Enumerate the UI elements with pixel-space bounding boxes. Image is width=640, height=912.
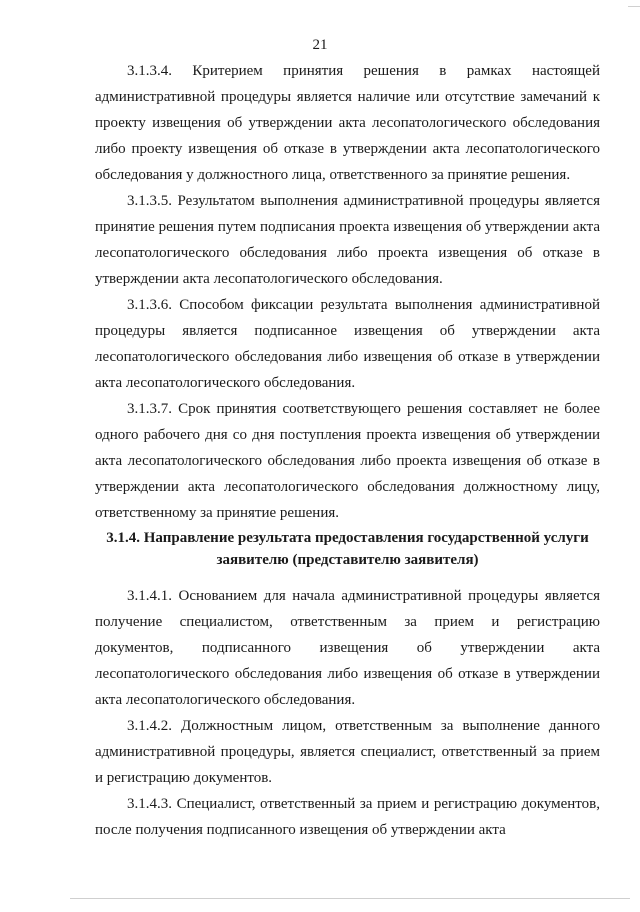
- paragraph-3-1-3-6: 3.1.3.6. Способом фиксации результата выполнения административной процедуры является подписанное извещения об утверждении акта лесопатологического обследования либо извещения об отказе в утверждении акта лесопатологического обследования.: [95, 297, 600, 391]
- page-bottom-rule: [70, 898, 630, 899]
- paragraph-3-1-3-5: 3.1.3.5. Результатом выполнения административной процедуры является принятие решения путем подписания проекта извещения об утверждении акта лесопатологического обследования либо проекта извещения об отказе в утверждении акта лесопатологического обследования.: [95, 193, 600, 287]
- section-heading-3-1-4: 3.1.4. Направление результата предоставления государственной услуги заявителю (представителю заявителя): [106, 530, 589, 568]
- paragraph-3-1-4-2: 3.1.4.2. Должностным лицом, ответственным за выполнение данного административной процедуры, является специалист, ответственный за прием и регистрацию документов.: [95, 718, 600, 786]
- paragraph-3-1-3-4: 3.1.3.4. Критерием принятия решения в рамках настоящей административной процедуры является наличие или отсутствие замечаний к проекту извещения об утверждении акта лесопатологического обследования либо проекту извещения об отказе в утверждении акта лесопатологического обследования у должностного лица, ответственного за принятие решения.: [95, 63, 600, 183]
- paragraph-3-1-4-1: 3.1.4.1. Основанием для начала административной процедуры является получение специалистом, ответственным за прием и регистрацию документов, подписанного извещения об утверждении акта лесопатологического обследования либо извещения об отказе в утверждении акта лесопатологического обследования.: [95, 588, 600, 708]
- paragraph-3-1-3-7: 3.1.3.7. Срок принятия соответствующего решения составляет не более одного рабочего дня со дня поступления проекта извещения об утверждении акта лесопатологического обследования либо проекта извещения об отказе в утверждении акта лесопатологического обследования должностному лицу, ответственному за принятие решения.: [95, 401, 600, 521]
- document-body: [95, 58, 600, 843]
- scan-corner-mark: [628, 0, 640, 7]
- page-number: 21: [312, 37, 328, 53]
- paragraph-3-1-4-3: 3.1.4.3. Специалист, ответственный за прием и регистрацию документов, после получения подписанного извещения об утверждении акта: [95, 796, 600, 838]
